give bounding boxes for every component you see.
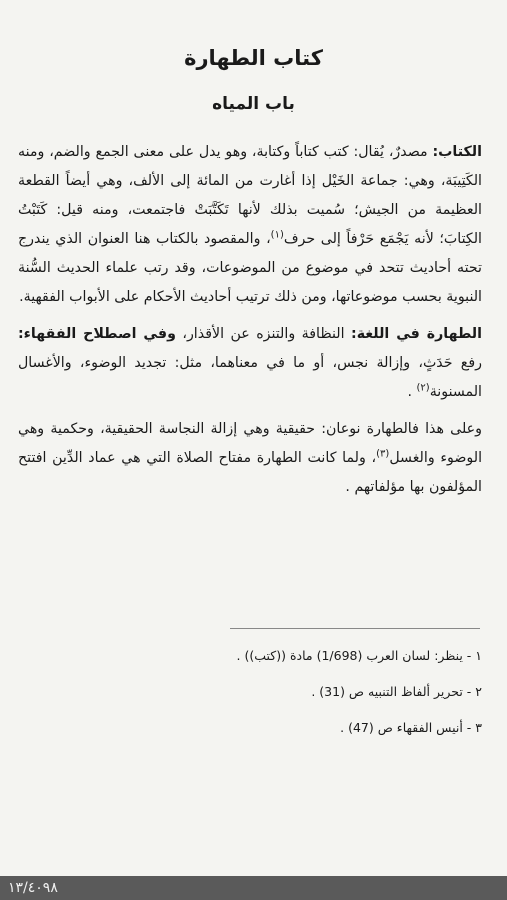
page-title: كتاب الطهارة: [184, 46, 323, 70]
paragraph-text: .: [407, 384, 417, 400]
paragraph-text: ، ولما كانت الطهارة مفتاح الصلاة التي هي عماد الدِّين افتتح المؤلفون بها مؤلفاتهم .: [18, 450, 482, 495]
paragraph-text: ، والمقصود بالكتاب هنا العنوان الذي يندرج تحته أحاديث تتحد في موضوع من الموضوعات، وقد رتب علماء الحديث السُّنة النبوية بحسب موضوعاتها، ومن ذلك ترتيب أحاديث الأحكام على الأبواب الفقهية.: [18, 231, 482, 305]
footnote-ref-1[interactable]: (١): [270, 229, 284, 241]
paragraph-2: [18, 320, 482, 407]
paragraph-text: النظافة والتنزه عن الأقذار،: [175, 326, 352, 342]
term-istilah: وفي اصطلاح الفقهاء:: [18, 326, 176, 342]
chapter-title: باب المياه: [212, 94, 295, 114]
term-tahara-lugha: الطهارة في اللغة:: [351, 326, 482, 342]
footnote-3: ٣ - أنيس الفقهاء ص (47) .: [340, 720, 482, 735]
footnote-2: ٢ - تحرير ألفاظ التنبيه ص (31) .: [311, 684, 482, 699]
page-number: ١٣/٤٠٩٨: [8, 880, 58, 896]
paragraph-1: [18, 138, 482, 312]
paragraph-text: مصدرٌ، يُقال: كتب كتاباً وكتابة، وهو يدل على معنى الجمع والضم، ومنه الكَتِيبَة، وهي: جماعة الخَيْل إذا أغارت من المائة إلى الألف، وهي أيضاً القطعة العظيمة من الجيش؛ سُميت بذلك لأنها تَكَتَّبَتْ فاجتمعت، ومنه قيل: كَتَبْتُ الكِتابَ؛ لأنه يَجْمَع حَرْفاً إلى حرف: [18, 144, 482, 247]
term-kitab: الكتاب:: [432, 144, 482, 160]
paragraph-text: رفع حَدَثٍ، وإزالة نجس، أو ما في معناهما، مثل: تجديد الوضوء، والأغسال المسنونة: [18, 355, 482, 400]
page-footer-bar: [0, 876, 507, 900]
paragraph-text: وعلى هذا فالطهارة نوعان: حقيقية وهي إزالة النجاسة الحقيقية، وحكمية وهي الوضوء والغسل: [18, 421, 483, 466]
footnote-divider: [230, 628, 480, 629]
document-body: [18, 138, 482, 510]
footnote-ref-2[interactable]: (٢): [416, 382, 430, 394]
footnote-1: ١ - ينظر: لسان العرب (1/698) مادة ((كتب)) .: [236, 648, 482, 663]
footnotes: [18, 646, 482, 754]
footnote-ref-3[interactable]: (٣): [376, 448, 390, 460]
paragraph-3: [18, 415, 482, 502]
